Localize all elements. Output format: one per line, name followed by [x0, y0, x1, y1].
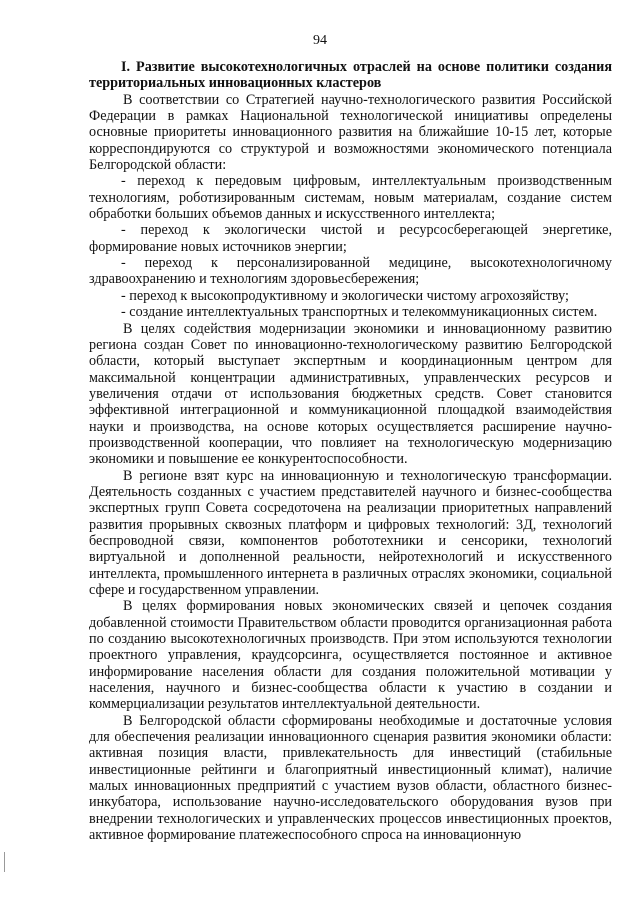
- paragraph-innovation-council: В целях содействия модернизации экономики и инновационному развитию региона создан Совет по инновационно-технологическому развитию Белгородской области, который выступает экспертным и координационным центром для максимальной концентрации административных, управленческих ресурсов и увеличения отдачи от использования бюджетных средств. Совет становится эффективной интеграционной и коммуникационной площадкой взаимодействия науки и производства, на основе которых осуществляется расширение научно-производственной кооперации, что повлияет на технологическую модернизацию экономики и повышение ее конкурентоспособности.: [89, 320, 612, 468]
- paragraph-innovation-conditions: В Белгородской области сформированы необходимые и достаточные условия для обеспечения реализации инновационного сценария развития экономики области: активная позиция власти, привлекательность для инвестиций (стабильные инвестиционные рейтинги и благоприятный инвестиционный климат), наличие малых инновационных предприятий с участием вузов области, областного бизнес-инкубатора, использование научно-исследовательского оборудования вузов при внедрении технологических и управленческих процессов инвестиционных проектов, активное формирование платежеспособного спроса на инновационную: [89, 712, 612, 844]
- paragraph-high-tech-production: В целях формирования новых экономических связей и цепочек создания добавленной стоимости Правительством области проводится организационная работа по созданию высокотехнологичных производств. При этом используются технологии проектного управления, краудсорсинга, осуществляется постоянное и активное информирование населения области для создания положительной мотивации у населения, научного и бизнес-сообщества области к участию в создании и коммерциализации результатов интеллектуальной деятельности.: [89, 598, 612, 713]
- page-number: 94: [313, 33, 327, 48]
- section-heading: I. Развитие высокотехнологичных отраслей на основе политики создания территориальных инновационных кластеров: [89, 59, 612, 92]
- scan-edge-mark: [4, 852, 5, 872]
- list-item-agriculture: - переход к высокопродуктивному и экологически чистому агрохозяйству;: [121, 287, 569, 304]
- list-item-digital-technologies: - переход к передовым цифровым, интеллектуальным производственным технологиям, роботизированным системам, новым материалам, создание систем обработки больших объемов данных и искусственного интеллекта;: [89, 173, 612, 223]
- list-item-personalized-medicine: - переход к персонализированной медицине, высокотехнологичному здравоохранению и технологиям здоровьесбережения;: [89, 255, 612, 288]
- list-item-clean-energy: - переход к экологически чистой и ресурсосберегающей энергетике, формирование новых источников энергии;: [89, 222, 612, 255]
- paragraph-technological-transformation: В регионе взят курс на инновационную и технологическую трансформации. Деятельность созданных с участием представителей научного и бизнес-сообщества экспертных групп Совета сосредоточена на реализации приоритетных направлений развития прорывных сквозных платформ и цифровых технологий: 3Д, технологий беспроводной связи, компонентов робототехники и сенсорики, технологий виртуальной и дополненной реальности, нейротехнологий и искусственного интеллекта, промышленного интернета в различных отраслях экономики, социальной сфере и государственном управлении.: [89, 467, 612, 598]
- paragraph-strategy-intro: В соответствии со Стратегией научно-технологического развития Российской Федерации в рамках Национальной технологической инициативы определены основные приоритеты инновационного развития на ближайшие 10-15 лет, которые корреспондируются со структурой и возможностями экономического потенциала Белгородской области:: [89, 91, 612, 174]
- list-item-transport-telecom: - создание интеллектуальных транспортных и телекоммуникационных систем.: [121, 304, 598, 321]
- document-body: [89, 59, 612, 844]
